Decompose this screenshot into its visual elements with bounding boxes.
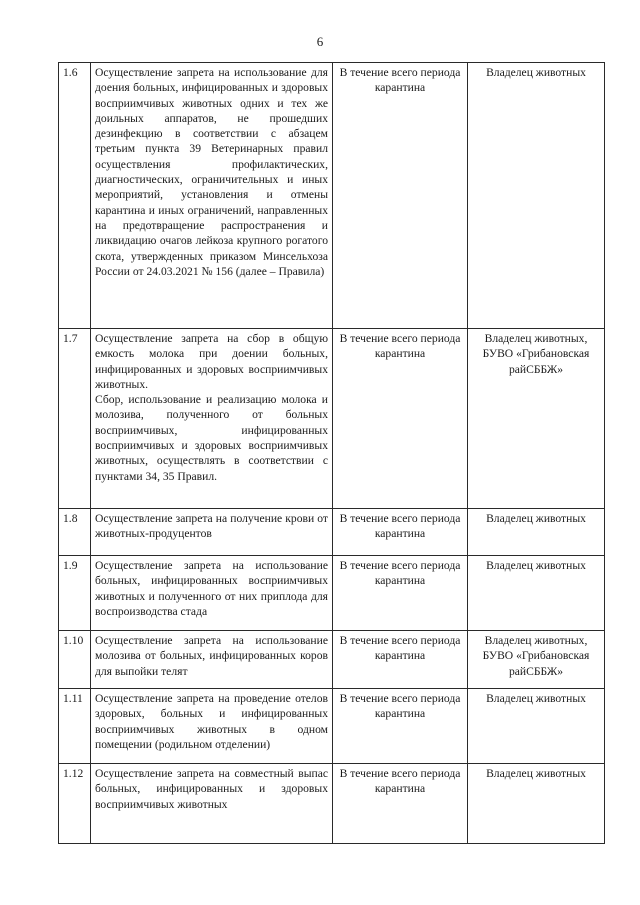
measure-text: Осуществление запрета на совместный выпас больных, инфицированных и здоровых восприимчивых животных xyxy=(95,767,328,811)
measure-term: В течение всего периода карантина xyxy=(333,764,468,844)
row-number: 1.11 xyxy=(59,689,91,764)
measure-text: Осуществление запрета на использование для доения больных, инфицированных и здоровых восприимчивых животных одних и тех же доильных аппаратов, не прошедших дезинфекцию в соответствии с абзацем третьим пункта 39 Ветеринарных правил осуществления профилактических, диагностических, ограничительных и иных мероприятий, установления и отмены карантина и иных ограничений, направленных на предотвращение распространения и ликвидацию очагов лейкоза крупного рогатого скота, утвержденных приказом Минсельхоза России от 24.03.2021 № 156 (далее – Правила) xyxy=(95,66,328,278)
measure-text: Осуществление запрета на сбор в общую емкость молока при доении больных, инфицированных и здоровых восприимчивых животных. xyxy=(95,332,328,391)
measure-term: В течение всего периода карантина xyxy=(333,556,468,631)
measure-responsible: Владелец животных, БУВО «Грибановская райСББЖ» xyxy=(468,631,605,689)
measure-text: Осуществление запрета на получение крови от животных-продуцентов xyxy=(95,512,328,541)
measure-description xyxy=(91,631,333,689)
measure-responsible: Владелец животных, БУВО «Грибановская райСББЖ» xyxy=(468,329,605,509)
measure-description xyxy=(91,764,333,844)
measure-description xyxy=(91,509,333,556)
measure-responsible: Владелец животных xyxy=(468,556,605,631)
measure-term: В течение всего периода карантина xyxy=(333,63,468,329)
measure-text: Осуществление запрета на проведение отелов здоровых, больных и инфицированных восприимчивых животных в одном помещении (родильном отделении) xyxy=(95,692,328,751)
table-row xyxy=(59,689,605,764)
measure-term: В течение всего периода карантина xyxy=(333,689,468,764)
measure-responsible: Владелец животных xyxy=(468,764,605,844)
row-number: 1.7 xyxy=(59,329,91,509)
table-row xyxy=(59,509,605,556)
table-row xyxy=(59,631,605,689)
measure-term: В течение всего периода карантина xyxy=(333,329,468,509)
measure-text: Осуществление запрета на использование молозива от больных, инфицированных коров для выпойки телят xyxy=(95,634,328,678)
row-number: 1.6 xyxy=(59,63,91,329)
page-number: 6 xyxy=(316,34,324,49)
measure-term: В течение всего периода карантина xyxy=(333,631,468,689)
measures-table xyxy=(58,62,605,844)
measure-text: Сбор, использование и реализацию молока и молозива, полученного от больных восприимчивых, инфицированных восприимчивых и здоровых восприимчивых животных, осуществлять в соответствии с пунктами 34, 35 Правил. xyxy=(95,393,328,483)
measure-description xyxy=(91,689,333,764)
row-number: 1.9 xyxy=(59,556,91,631)
row-number: 1.8 xyxy=(59,509,91,556)
table-row xyxy=(59,329,605,509)
table-row xyxy=(59,764,605,844)
row-number: 1.12 xyxy=(59,764,91,844)
measure-description xyxy=(91,329,333,509)
table-row xyxy=(59,63,605,329)
measure-description xyxy=(91,556,333,631)
measure-responsible: Владелец животных xyxy=(468,509,605,556)
row-number: 1.10 xyxy=(59,631,91,689)
table-row xyxy=(59,556,605,631)
measure-responsible: Владелец животных xyxy=(468,689,605,764)
measure-responsible: Владелец животных xyxy=(468,63,605,329)
measure-text: Осуществление запрета на использование больных, инфицированных восприимчивых животных и полученного от них приплода для воспроизводства стада xyxy=(95,559,328,618)
measure-term: В течение всего периода карантина xyxy=(333,509,468,556)
measure-description xyxy=(91,63,333,329)
